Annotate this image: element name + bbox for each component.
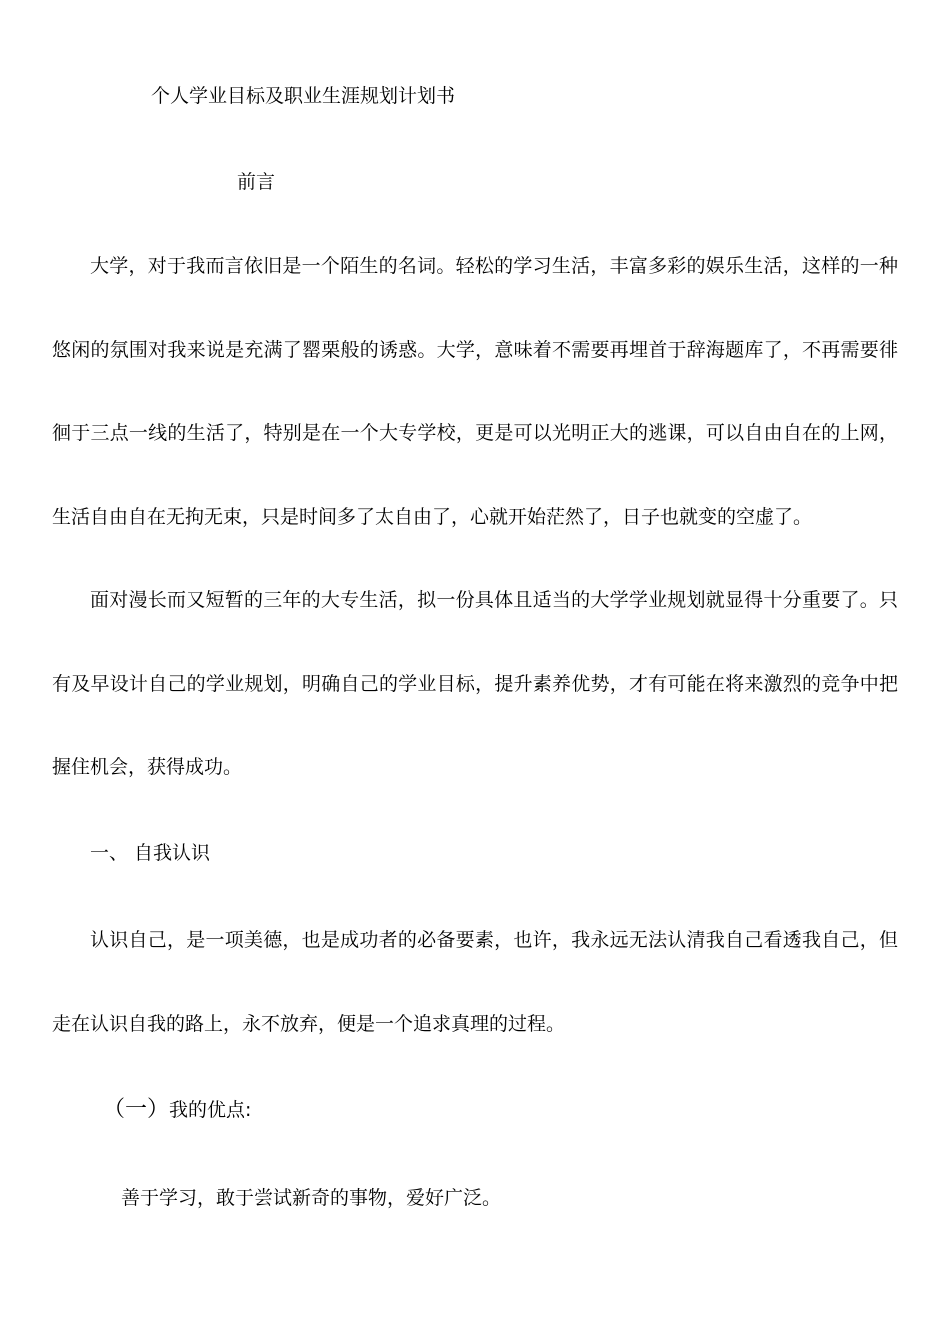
document-title: 个人学业目标及职业生涯规划计划书 xyxy=(151,85,456,107)
strengths-text: 善于学习，敢于尝试新奇的事物，爱好广泛。 xyxy=(121,1187,502,1209)
self-awareness-paragraph: 认识自己，是一项美德，也是成功者的必备要素，也许，我永远无法认清我自己看透我自己，但走在认识自我的路上，永不放弃，便是一个追求真理的过程。 xyxy=(52,929,898,1035)
section-heading-self-awareness: 一、 自我认识 xyxy=(90,842,211,864)
subsection-title: 我的优点: xyxy=(169,1099,252,1121)
intro-paragraph-1: 大学，对于我而言依旧是一个陌生的名词。轻松的学习生活，丰富多彩的娱乐生活，这样的一种悠闲的氛围对我来说是充满了罂栗般的诱惑。大学，意味着不需要再埋首于辞海题库了，不再需要徘徊于三点一线的生活了，特别是在一个大专学校，更是可以光明正大的逃课，可以自由自在的上网，生活自由自在无拘无束，只是时间多了太自由了，心就开始茫然了，日子也就变的空虚了。 xyxy=(52,255,898,528)
subsection-heading-strengths xyxy=(103,1096,251,1124)
subsection-number: （一） xyxy=(103,1097,170,1122)
preface-heading: 前言 xyxy=(237,171,276,193)
intro-paragraph-2: 面对漫长而又短暂的三年的大专生活，拟一份具体且适当的大学学业规划就显得十分重要了。只有及早设计自己的学业规划，明确自己的学业目标，提升素养优势，才有可能在将来激烈的竞争中把握住机会，获得成功。 xyxy=(52,589,898,778)
